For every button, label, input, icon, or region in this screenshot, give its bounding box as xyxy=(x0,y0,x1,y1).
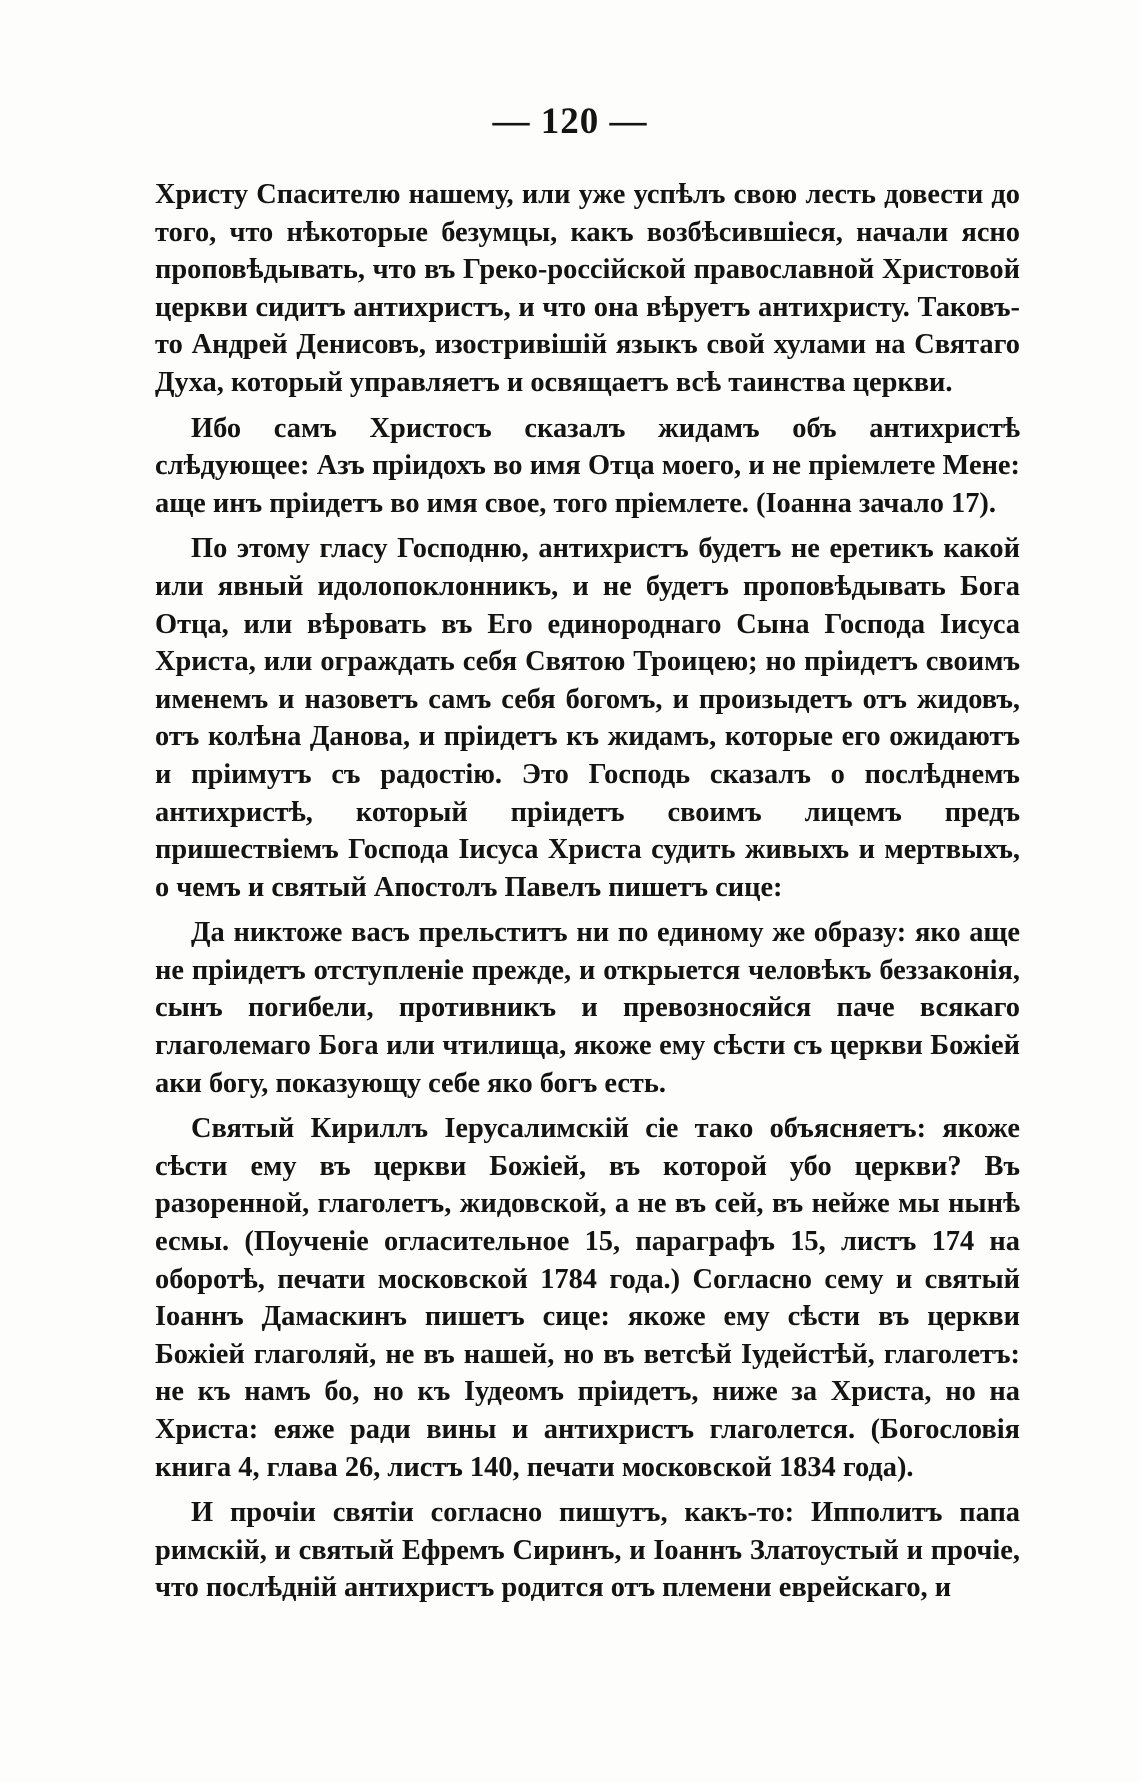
page-number: — 120 — xyxy=(492,101,648,142)
page-text xyxy=(155,176,1020,1607)
paragraph-2: Ибо самъ Христосъ сказалъ жидамъ объ антихристѣ слѣдующее: Азъ пріидохъ во имя Отца моего, и не пріемлете Мене: аще инъ пріидетъ во имя свое, того пріемлете. (Іоанна зачало 17). xyxy=(155,412,1020,519)
paragraph-5: Святый Кириллъ Іерусалимскій сіе тако объясняетъ: якоже сѣсти ему въ церкви Божіей, въ которой убо церкви? Въ разоренной, глаголетъ, жидовской, а не въ сей, въ нейже мы нынѣ есмы. (Поученіе огласительное 15, параграфъ 15, листъ 174 на оборотѣ, печати московской 1784 года.) Согласно сему и святый Іоаннъ Дамаскинъ пишетъ сице: якоже ему сѣсти въ церкви Божіей глаголяй, не въ нашей, но въ ветсѣй Іудейстѣй, глаголетъ: не къ намъ бо, но къ Іудеомъ пріидетъ, ниже за Христа, но на Христа: еяже ради вины и антихристъ глаголется. (Богословія книга 4, глава 26, листъ 140, печати московской 1834 года). xyxy=(155,1113,1020,1483)
paragraph-3: По этому гласу Господню, антихристъ будетъ не еретикъ какой или явный идолопоклонникъ, и не будетъ проповѣдывать Бога Отца, или вѣровать въ Его единороднаго Сына Господа Іисуса Христа, или ограждать себя Святою Троицею; но пріидетъ своимъ именемъ и назоветъ самъ себя богомъ, и произыдетъ отъ жидовъ, отъ колѣна Данова, и пріидетъ къ жидамъ, которые его ожидаютъ и пріимутъ съ радостію. Это Господь сказалъ о послѣднемъ антихристѣ, который пріидетъ своимъ лицемъ предъ пришествіемъ Господа Іисуса Христа судить живыхъ и мертвыхъ, о чемъ и святый Апостолъ Павелъ пишетъ сице: xyxy=(155,533,1020,903)
paragraph-1: Христу Спасителю нашему, или уже успѣлъ свою лесть довести до того, что нѣкоторые безумцы, какъ возбѣсившіеся, начали ясно проповѣдывать, что въ Греко-россійской православной Христовой церкви сидитъ антихристъ, и что она вѣруетъ антихристу. Таковъ-то Андрей Денисовъ, изостривішій языкъ свой хулами на Святаго Духа, который управляетъ и освящаетъ всѣ таинства церкви. xyxy=(155,179,1020,398)
paragraph-4: Да никтоже васъ прельститъ ни по единому же образу: яко аще не пріидетъ отступленіе прежде, и открыется человѣкъ беззаконія, сынъ погибели, противникъ и превозносяйся паче всякаго глаголемаго Бога или чтилища, якоже ему сѣсти съ церкви Божіей аки богу, показующу себе яко богъ есть. xyxy=(155,917,1020,1099)
paragraph-6: И прочіи святіи согласно пишутъ, какъ-то: Ипполитъ папа римскій, и святый Ефремъ Сиринъ, и Іоаннъ Златоустый и прочіе, что послѣдній антихристъ родится отъ племени еврейскаго, и xyxy=(155,1497,1020,1604)
